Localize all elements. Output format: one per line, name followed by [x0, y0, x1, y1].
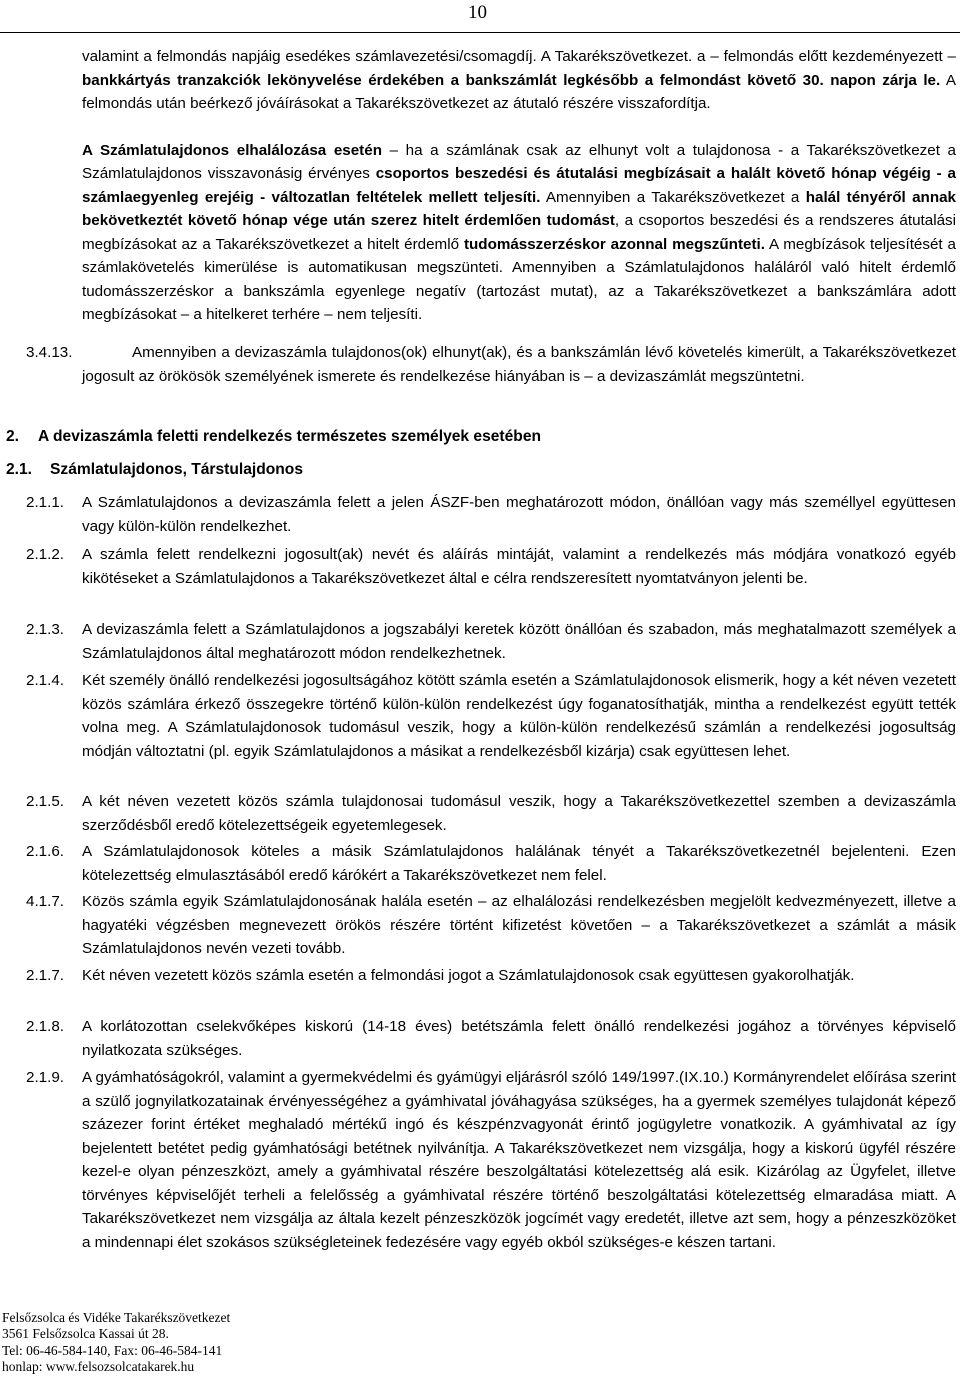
- item-text: A gyámhatóságokról, valamint a gyermekvédelmi és gyámügyi eljárásról szóló 149/1997.(IX.10.) Kormányrendelet előírása szerint a szülő jognyilatkozatainak érvényességéhez a gyámhivatal jóváhagyása szükséges, ha a gyermek személyes tulajdonát képező százezer forint értéket meghaladó mértékű ingó és készpénzvagyonát érintő jogügyletre vonatkozik. A gyámhivatal az így bejelentett betétet pedig gyámhatósági betétnek nyilvánítja. A Takarékszövetkezet nem vizsgálja, hogy a kiskorú ügyfél részére kezel-e olyan pénzeszközt, amely a gyámhivatal részére beszolgáltatási kötelezettség alá esik. Kizárólag az Ügyfelet, illetve törvényes képviselőjét terheli a felelősség a gyámhivatal részére történő beszolgáltatási kötelezettség elmaradása miatt. A Takarékszövetkezet nem vizsgálja az általa kezelt pénzeszközök jogcímét vagy eredetét, illetve azt sem, hogy a pénzeszközöket a mindennapi élet szokásos szükségleteinek fedezésére vagy egyéb okból szükséges-e készen tartani.: [82, 1069, 956, 1251]
- item-2-1-8: [0, 1015, 960, 1062]
- intro-paragraph-2: [82, 139, 956, 327]
- item-2-1-3: [0, 618, 960, 665]
- item-2-1-9: [0, 1066, 960, 1254]
- footer-website: honlap: www.felsozsolcatakarek.hu: [2, 1359, 195, 1375]
- item-3-4-13: [0, 341, 960, 388]
- intro-block: [82, 45, 956, 327]
- item-number: 2.1.2.: [26, 546, 64, 563]
- item-number: 2.1.1.: [26, 494, 64, 511]
- heading-number: 2.: [6, 428, 20, 445]
- item-4-1-7: [0, 890, 960, 961]
- item-2-1-7: [0, 964, 960, 988]
- item-number: 2.1.5.: [26, 793, 64, 810]
- intro-paragraph-1: [82, 45, 956, 116]
- footer-phone: Tel: 06-46-584-140, Fax: 06-46-584-141: [2, 1342, 223, 1358]
- item-2-1-6: [0, 840, 960, 887]
- heading-number: 2.1.: [6, 461, 33, 478]
- item-2-1-2: [0, 543, 960, 590]
- text-run: valamint a felmondás napjáig esedékes számlavezetési/csomagdíj. A Takarékszövetkezet. a – felmondás előtt kezdeményezett –: [82, 48, 956, 65]
- heading-title: A devizaszámla feletti rendelkezés természetes személyek esetében: [38, 428, 542, 445]
- item-text: A korlátozottan cselekvőképes kiskorú (14-18 éves) betétszámla felett önálló rendelkezési jogához a törvényes képviselő nyilatkozata szükséges.: [82, 1018, 956, 1059]
- item-text: A Számlatulajdonosok köteles a másik Számlatulajdonos halálának tényét a Takarékszövetkezetnél bejelenteni. Ezen kötelezettség elmulasztásából eredő kárókért a Takarékszövetkezet nem felel.: [82, 843, 956, 884]
- item-text: A devizaszámla felett a Számlatulajdonos a jogszabályi keretek között önállóan és szabadon, más meghatalmazott személyek a Számlatulajdonos által meghatározott módon rendelkezhetnek.: [82, 621, 956, 662]
- item-text: A két néven vezetett közös számla tulajdonosai tudomásul veszik, hogy a Takarékszövetkezettel szemben a devizaszámla szerződésből eredő kötelezettségeik egyetemlegesek.: [82, 793, 956, 834]
- item-text: Két néven vezetett közös számla esetén a felmondási jogot a Számlatulajdonosok csak együttesen gyakorolhatják.: [82, 967, 855, 984]
- item-number: 2.1.7.: [26, 967, 64, 984]
- text-run: – ha a számlának csak az elhunyt volt a tulajdonosa - a Takarékszövetkezet a Számlatulajdonos visszavonásig érvényes: [82, 141, 956, 182]
- item-2-1-4: [0, 669, 960, 763]
- text-run: A megbízások teljesítését a számlakövetelés kimerülése is automatikusan megszünteti. Amennyiben a Számlatulajdonos haláláról való hitelt érdemlő tudomásszerzéskor a bankszámla egyenlege negatív (tartozást mutat), az a Takarékszövetkezet a bankszámlára adott megbízásokat – a hitelkeret terhére – nem teljesíti.: [82, 235, 956, 323]
- item-text: Két személy önálló rendelkezési jogosultságához kötött számla esetén a Számlatulajdonosok elismerik, hogy a két néven vezetett közös számlára érkező összegekre történő külön-külön rendelkezést úgy foganatosíthatják, mintha a rendelkezést együtt tették volna meg. A Számlatulajdonosok tudomásul veszik, hogy a külön-külön rendelkezésű számlán a rendelkezési jogosultság módján változtatni (pl. egyik Számlatulajdonos a másikat a rendelkezésből kizárja) csak együttesen lehet.: [82, 672, 956, 760]
- text-run: Amennyiben a Takarékszövetkezet a: [540, 188, 806, 206]
- item-number: 3.4.13.: [26, 344, 73, 361]
- item-number: 2.1.8.: [26, 1018, 64, 1035]
- item-number: 2.1.3.: [26, 621, 64, 638]
- bold-run: tudomásszerzéskor azonnal megszűnteti.: [463, 235, 765, 253]
- section-heading-2-1: [6, 459, 303, 481]
- bold-run: halál tényéről annak bekövetkeztét követő hónap vége után szerez hitelt érdemlően tudomást: [82, 188, 956, 229]
- page-number: 10: [468, 2, 487, 23]
- text-run: , a csoportos beszedési és a rendszeres átutalási megbízásokat az a Takarékszövetkezet a hitelt érdemlő: [82, 212, 956, 253]
- item-number: 4.1.7.: [26, 893, 64, 910]
- footer-address: 3561 Felsőzsolca Kassai út 28.: [2, 1326, 169, 1342]
- item-number: 2.1.4.: [26, 672, 64, 689]
- item-number: 2.1.6.: [26, 843, 64, 860]
- item-text: Amennyiben a devizaszámla tulajdonos(ok) elhunyt(ak), és a bankszámlán lévő követelés kimerült, a Takarékszövetkezet jogosult az örökösök személyének ismerete és rendelkezése hiányában is – a devizaszámlát megszüntetni.: [82, 344, 956, 385]
- item-text: Közös számla egyik Számlatulajdonosának halála esetén – az elhalálozási rendelkezésben megjelölt kedvezményezett, illetve a hagyatéki végzésben megnevezett örökös részére történt kifizetést követően – a Takarékszövetkezet a számlát a másik Számlatulajdonos nevén vezeti tovább.: [82, 893, 956, 957]
- item-number: 2.1.9.: [26, 1069, 64, 1086]
- bold-run: csoportos beszedési és átutalási megbízásait a halált követő hónap végéig - a számlaegyenleg erejéig - változatlan feltételek mellett teljesíti.: [82, 165, 956, 206]
- bold-run: bankkártyás tranzakciók lekönyvelése érdekében a bankszámlát legkésőbb a felmondást követő 30. napon zárja le.: [82, 71, 941, 89]
- text-run: A felmondás után beérkező jóváírásokat a Takarékszövetkezet az átutaló részére visszafordítja.: [82, 71, 956, 112]
- footer: [2, 1310, 230, 1376]
- section-heading-2: [6, 426, 541, 448]
- footer-organization: Felsőzsolca és Vidéke Takarékszövetkezet: [2, 1310, 231, 1325]
- bold-run: A Számlatulajdonos elhalálozása esetén: [82, 141, 382, 159]
- header-rule: [0, 32, 960, 33]
- heading-title: Számlatulajdonos, Társtulajdonos: [50, 461, 304, 478]
- item-2-1-1: [0, 491, 960, 538]
- item-text: A számla felett rendelkezni jogosult(ak) nevét és aláírás mintáját, valamint a rendelkezés más módjára vonatkozó egyéb kikötéseket a Számlatulajdonos a Takarékszövetkezet által e célra rendszeresített nyomtatványon jelenti be.: [82, 546, 956, 587]
- item-2-1-5: [0, 790, 960, 837]
- item-text: A Számlatulajdonos a devizaszámla felett a jelen ÁSZF-ben meghatározott módon, önállóan vagy más személlyel együttesen vagy külön-külön rendelkezhet.: [82, 494, 956, 535]
